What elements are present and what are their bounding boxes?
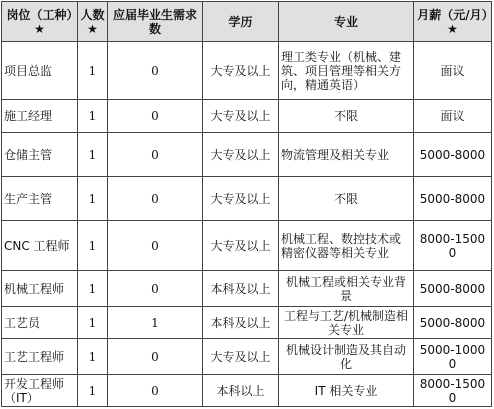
cell-major: 不限	[279, 177, 414, 221]
cell-position: 项目总监	[2, 42, 78, 100]
cell-headcount: 1	[78, 177, 108, 221]
cell-headcount: 1	[78, 221, 108, 271]
cell-major: 机械工程或相关专业背景	[279, 271, 414, 307]
cell-education: 大专及以上	[203, 133, 279, 177]
cell-position: 开发工程师（IT）	[2, 375, 78, 407]
table-row	[2, 339, 492, 375]
table-row	[2, 133, 492, 177]
table-row	[2, 42, 492, 100]
header-salary: 月薪（元/月）★	[414, 2, 492, 42]
header-graduates: 应届毕业生需求数	[108, 2, 203, 42]
cell-graduates: 0	[108, 339, 203, 375]
cell-graduates: 0	[108, 42, 203, 100]
cell-major: 机械工程、数控技术或精密仪器等相关专业	[279, 221, 414, 271]
cell-graduates: 1	[108, 307, 203, 339]
cell-graduates: 0	[108, 271, 203, 307]
cell-headcount: 1	[78, 375, 108, 407]
cell-education: 本科及以上	[203, 271, 279, 307]
cell-salary: 5000-8000	[414, 133, 492, 177]
cell-major: 工程与工艺/机械制造相关专业	[279, 307, 414, 339]
cell-headcount: 1	[78, 307, 108, 339]
cell-education: 本科及以上	[203, 307, 279, 339]
cell-position: 工艺员	[2, 307, 78, 339]
cell-headcount: 1	[78, 271, 108, 307]
table-row	[2, 221, 492, 271]
cell-major: 机械设计制造及其自动化	[279, 339, 414, 375]
table-row	[2, 271, 492, 307]
table-row	[2, 307, 492, 339]
table-row	[2, 177, 492, 221]
cell-headcount: 1	[78, 339, 108, 375]
cell-position: 机械工程师	[2, 271, 78, 307]
cell-salary: 5000-10000	[414, 339, 492, 375]
cell-headcount: 1	[78, 100, 108, 133]
cell-salary: 5000-8000	[414, 271, 492, 307]
cell-position: 施工经理	[2, 100, 78, 133]
cell-major: IT 相关专业	[279, 375, 414, 407]
cell-salary: 面议	[414, 100, 492, 133]
cell-major: 物流管理及相关专业	[279, 133, 414, 177]
cell-salary: 5000-8000	[414, 307, 492, 339]
recruitment-table	[1, 1, 492, 407]
header-position: 岗位（工种）★	[2, 2, 78, 42]
cell-education: 本科以上	[203, 375, 279, 407]
cell-major: 不限	[279, 100, 414, 133]
cell-salary: 5000-8000	[414, 177, 492, 221]
cell-graduates: 0	[108, 375, 203, 407]
cell-position: 生产主管	[2, 177, 78, 221]
cell-headcount: 1	[78, 133, 108, 177]
cell-education: 大专及以上	[203, 339, 279, 375]
table-header-row	[2, 2, 492, 42]
cell-salary: 8000-15000	[414, 375, 492, 407]
cell-graduates: 0	[108, 100, 203, 133]
cell-position: CNC 工程师	[2, 221, 78, 271]
cell-salary: 8000-15000	[414, 221, 492, 271]
cell-major: 理工类专业（机械、建筑、项目管理等相关方向，精通英语）	[279, 42, 414, 100]
cell-salary: 面议	[414, 42, 492, 100]
table-row	[2, 375, 492, 407]
header-major: 专业	[279, 2, 414, 42]
cell-education: 大专及以上	[203, 42, 279, 100]
cell-position: 工艺工程师	[2, 339, 78, 375]
cell-graduates: 0	[108, 133, 203, 177]
cell-position: 仓储主管	[2, 133, 78, 177]
header-education: 学历	[203, 2, 279, 42]
table-row	[2, 100, 492, 133]
cell-graduates: 0	[108, 177, 203, 221]
cell-education: 大专及以上	[203, 177, 279, 221]
header-headcount: 人数★	[78, 2, 108, 42]
cell-graduates: 0	[108, 221, 203, 271]
cell-headcount: 1	[78, 42, 108, 100]
cell-education: 大专及以上	[203, 100, 279, 133]
cell-education: 大专及以上	[203, 221, 279, 271]
